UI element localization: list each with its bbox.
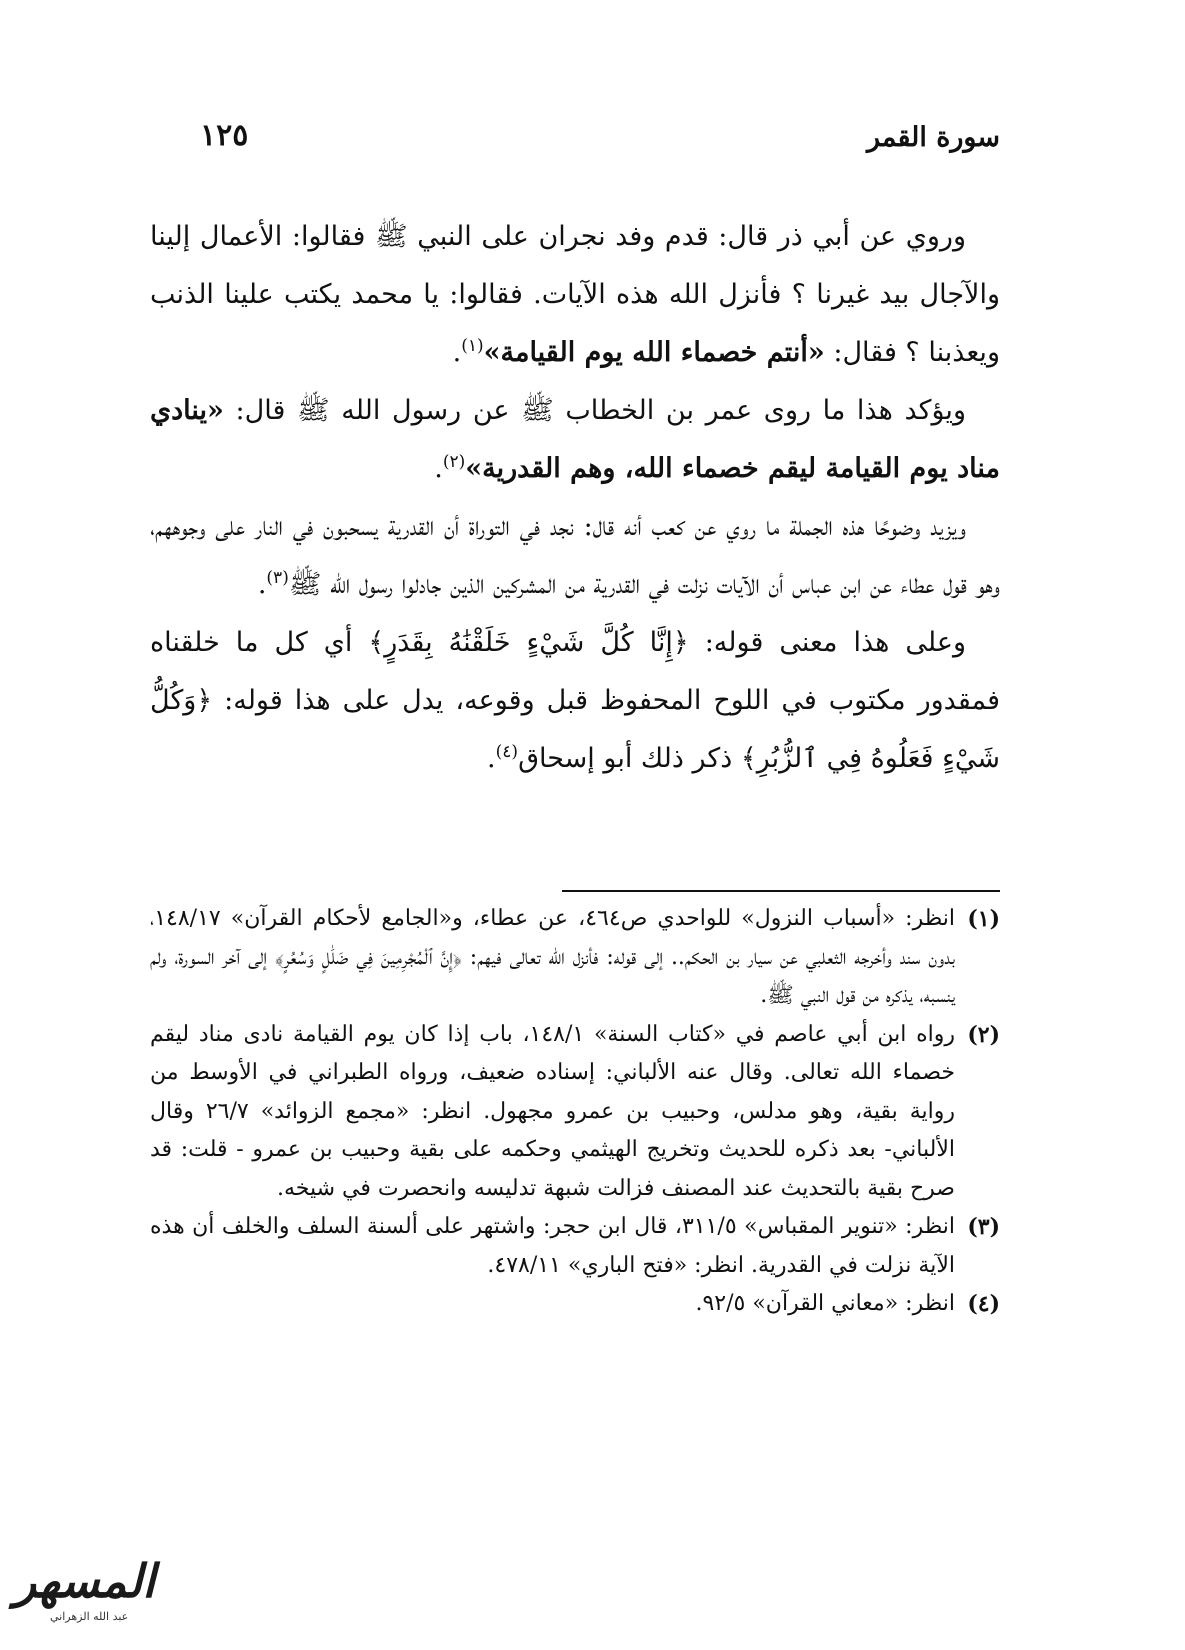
- publisher-logo: [10, 1548, 156, 1630]
- footnote-ref-2[interactable]: (٢): [442, 452, 466, 472]
- page-header: [200, 118, 1000, 168]
- footnote-number: (٣): [967, 1214, 1000, 1240]
- paragraph-1-quote: «أنتم خصماء الله يوم القيامة»: [483, 337, 825, 368]
- paragraph-4: [150, 614, 1000, 788]
- paragraph-2-quote: «ينادي مناد يوم القيامة ليقم خصماء الله، وهم القدرية»: [150, 395, 1000, 484]
- chapter-title: سورة القمر: [866, 122, 1000, 153]
- quran-verse-2: ﴿وَكُلُّ شَيْءٍ فَعَلُوهُ فِي ٱلزُّبُرِ﴾: [150, 685, 1000, 774]
- paragraph-4-text-b: أي كل ما خلقناه فمقدور مكتوب في اللوح المحفوظ قبل وقوعه، يدل على هذا قوله:: [150, 627, 1000, 716]
- paragraph-4-text-c: ذكر ذلك أبو إسحاق: [518, 743, 741, 774]
- paragraph-4-text-a: وعلى هذا معنى قوله:: [688, 627, 966, 658]
- main-text: [150, 208, 1000, 788]
- paragraph-4-end: .: [487, 743, 496, 774]
- quran-verse-1: ﴿إِنَّا كُلَّ شَيْءٍ خَلَقْنَٰهُ بِقَدَرٍ﴾: [368, 627, 689, 658]
- paragraph-2: [150, 382, 1000, 498]
- footnote-number: (٤): [967, 1291, 1000, 1317]
- footnote-text: انظر: «تنوير المقباس» ٣١١/٥، قال ابن حجر: واشتهر على ألسنة السلف والخلف أن هذه الآية نزلت في القدرية. انظر: «فتح الباري» ٤٧٨/١١.: [150, 1214, 956, 1278]
- footnote-ref-3[interactable]: (٣): [266, 568, 289, 588]
- paragraph-2-end: .: [434, 453, 443, 484]
- logo-text: المسهر: [14, 1554, 156, 1608]
- footnote-3: [150, 1208, 1000, 1285]
- footnotes: [150, 900, 1000, 1324]
- logo-subtext: عبد الله الزهراني: [50, 1610, 129, 1623]
- footnote-1: [150, 900, 1000, 1016]
- page-number: ١٢٥: [200, 118, 249, 153]
- footnote-divider: [562, 890, 1000, 892]
- paragraph-1-end: .: [452, 337, 462, 368]
- paragraph-3-end: .: [257, 569, 267, 600]
- footnote-4: [150, 1285, 1000, 1324]
- footnote-ref-1[interactable]: (١): [461, 336, 484, 356]
- footnote-text: رواه ابن أبي عاصم في «كتاب السنة» ١٤٨/١، باب إذا كان يوم القيامة نادى مناد ليقم خصماء الله تعالى. وقال عنه الألباني: إسناده ضعيف، ورواه الطبراني في الأوسط من رواية بقية، وهو مدلس، وحبيب بن عمرو مجهول. انظر: «مجمع الزوائد» ٢٦/٧ وقال الألباني- بعد ذكره للحديث وتخريج الهيثمي وحكمه على بقية وحبيب بن عمرو - قلت: قد صرح بقية بالتحديث عند المصنف فزالت شبهة تدليسه وانحصرت في شيخه.: [150, 1021, 956, 1201]
- paragraph-3-text: ويزيد وضوحًا هذه الجملة ما روي عن كعب أنه قال: نجد في التوراة أن القدرية يسحبون في النار على وجوههم، وهو قول عطاء عن ابن عباس أن الآيات نزلت في القدرية من المشركين الذين جادلوا رسول الله ﷺ: [150, 511, 1000, 600]
- paragraph-1-text: وروي عن أبي ذر قال: قدم وفد نجران على النبي ﷺ فقالوا: الأعمال إلينا والآجال بيد غيرنا ؟ فأنزل الله هذه الآيات. فقالوا: يا محمد يكتب علينا الذنب ويعذبنا ؟ فقال:: [150, 221, 1000, 368]
- footnote-number: (١): [967, 906, 1000, 932]
- footnote-ref-4[interactable]: (٤): [495, 742, 519, 762]
- paragraph-2-text: ويؤكد هذا ما روى عمر بن الخطاب ﷺ عن رسول الله ﷺ قال:: [223, 395, 966, 426]
- paragraph-3: [150, 498, 1000, 614]
- footnote-2: [150, 1016, 1000, 1209]
- footnote-text: انظر: «معاني القرآن» ٩٢/٥.: [695, 1291, 955, 1316]
- footnote-text: انظر: «أسباب النزول» للواحدي ص٤٦٤، عن عطاء، و«الجامع لأحكام القرآن» ١٤٨/١٧، بدون سند وأخرجه الثعلبي عن سيار بن الحكم.. إلى قوله: فأنزل الله تعالى فيهم: ﴿إِنَّ ٱلْمُجْرِمِينَ فِي ضَلَٰلٍ وَسُعُرٍ﴾ إلى آخر السورة، ولم ينسبه، يذكره من قول النبي ﷺ.: [150, 906, 955, 1008]
- footnote-number: (٢): [967, 1021, 1000, 1048]
- paragraph-1: [150, 208, 1000, 382]
